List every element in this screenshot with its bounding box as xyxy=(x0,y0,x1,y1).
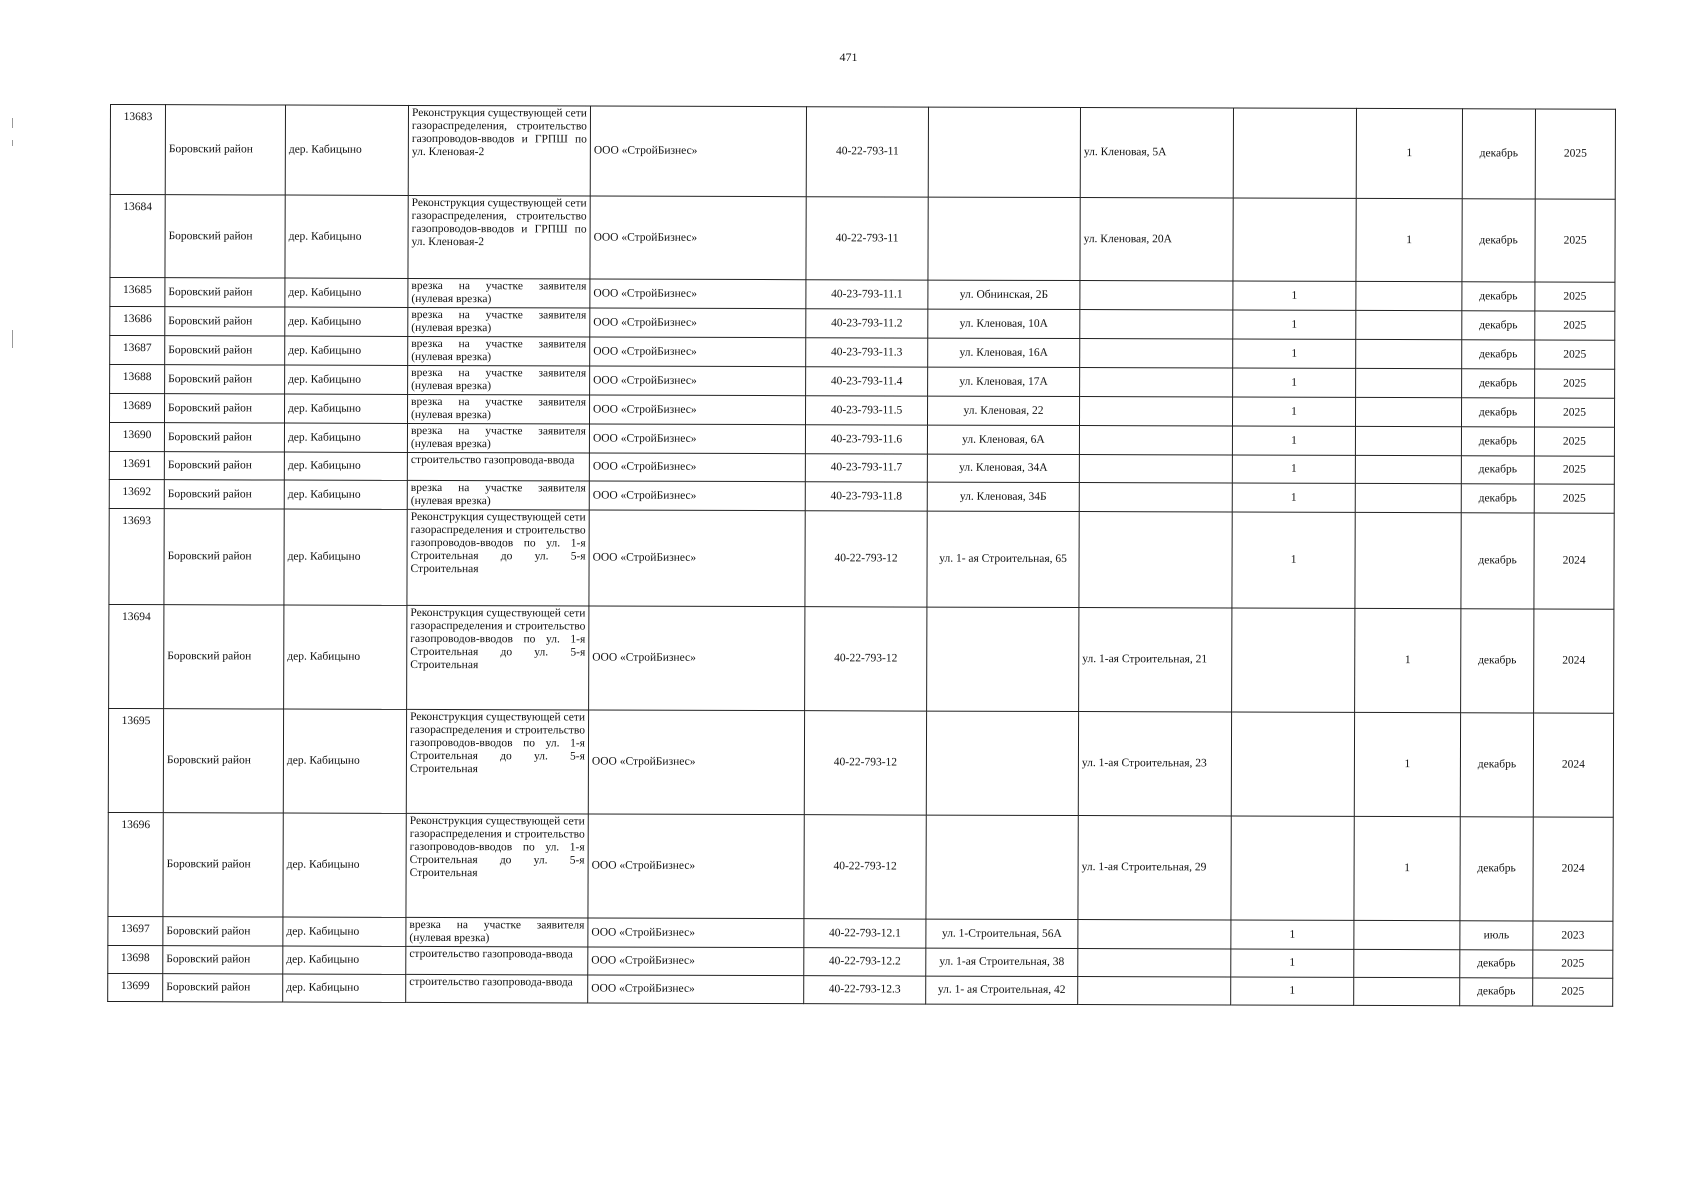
cell-year: 2025 xyxy=(1534,427,1614,456)
cell-count-a xyxy=(1231,816,1354,920)
cell-locality: дер. Кабицыно xyxy=(284,605,407,709)
cell-locality: дер. Кабицыно xyxy=(284,394,407,423)
cell-work-description: Реконструкция существующей сети газораспределения, строительство газопроводов-вводов и ГРПШ по ул. Кленовая-2 xyxy=(408,195,590,279)
cell-address-b xyxy=(1078,949,1231,977)
cell-district: Боровский район xyxy=(165,195,285,278)
cell-id: 13697 xyxy=(108,916,163,945)
page-number: 471 xyxy=(839,50,858,64)
cell-id: 13698 xyxy=(108,945,163,973)
cell-address-b xyxy=(1080,368,1233,397)
cell-address-a: ул. 1- ая Строительная, 42 xyxy=(926,976,1078,1004)
cell-locality: дер. Кабицыно xyxy=(285,105,408,195)
table-row xyxy=(109,604,1614,713)
scan-artifact xyxy=(12,118,13,128)
cell-district: Боровский район xyxy=(163,946,283,974)
cell-month: декабрь xyxy=(1460,950,1533,978)
cell-address-b: ул. 1-ая Строительная, 29 xyxy=(1078,816,1231,920)
cell-count-b xyxy=(1355,483,1461,512)
cell-id: 13688 xyxy=(110,365,165,394)
cell-address-a: ул. Кленовая, 16А xyxy=(928,338,1080,367)
cell-count-a: 1 xyxy=(1232,455,1355,483)
cell-count-b xyxy=(1354,977,1460,1005)
cell-month: декабрь xyxy=(1462,311,1535,340)
cell-year: 2024 xyxy=(1533,817,1613,921)
cell-address-a: ул. Кленовая, 34А xyxy=(927,454,1079,482)
cell-object-code: 40-22-793-12 xyxy=(805,511,927,607)
cell-district: Боровский район xyxy=(165,105,285,195)
cell-month: декабрь xyxy=(1462,340,1535,369)
cell-count-a: 1 xyxy=(1232,397,1355,426)
cell-work-description: строительство газопровода-ввода xyxy=(406,974,588,1003)
cell-company: ООО «СтройБизнес» xyxy=(589,510,805,607)
cell-count-b xyxy=(1356,368,1462,397)
cell-district: Боровский район xyxy=(163,917,283,946)
cell-id: 13694 xyxy=(109,604,164,708)
cell-work-description: Реконструкция существующей сети газораспределения, строительство газопроводов-вводов и ГРПШ по ул. Кленовая-2 xyxy=(408,105,590,196)
table-row xyxy=(110,105,1615,200)
cell-work-description: Реконструкция существующей сети газораспределения и строительство газопроводов-вводов по ул. 1-я Строительная до ул. 5-я Строительная xyxy=(407,509,589,606)
cell-company: ООО «СтройБизнес» xyxy=(589,424,805,454)
cell-object-code: 40-22-793-12.2 xyxy=(804,948,926,976)
cell-count-a xyxy=(1233,108,1356,198)
cell-district: Боровский район xyxy=(163,974,283,1002)
cell-count-b xyxy=(1354,949,1460,977)
cell-year: 2025 xyxy=(1535,340,1615,369)
cell-month: декабрь xyxy=(1461,427,1534,456)
cell-year: 2023 xyxy=(1533,921,1613,950)
cell-company: ООО «СтройБизнес» xyxy=(588,814,804,919)
cell-work-description: строительство газопровода-ввода xyxy=(407,452,589,481)
cell-work-description: врезка на участке заявителя (нулевая врезка) xyxy=(406,917,588,947)
cell-company: ООО «СтройБизнес» xyxy=(589,453,805,482)
cell-month: декабрь xyxy=(1461,484,1534,513)
cell-address-b: ул. 1-ая Строительная, 23 xyxy=(1078,712,1231,816)
cell-count-a: 1 xyxy=(1231,977,1354,1005)
cell-count-b xyxy=(1356,281,1462,310)
cell-count-b: 1 xyxy=(1354,816,1460,920)
cell-id: 13689 xyxy=(109,394,164,423)
cell-company: ООО «СтройБизнес» xyxy=(589,395,805,425)
cell-id: 13695 xyxy=(108,708,163,812)
cell-count-a: 1 xyxy=(1232,512,1355,608)
cell-count-b xyxy=(1356,310,1462,339)
cell-locality: дер. Кабицыно xyxy=(285,336,408,365)
cell-company: ООО «СтройБизнес» xyxy=(590,366,806,396)
cell-locality: дер. Кабицыно xyxy=(283,946,406,974)
cell-count-a: 1 xyxy=(1231,920,1354,949)
cell-work-description: строительство газопровода-ввода xyxy=(406,946,588,975)
cell-month: декабрь xyxy=(1462,199,1535,282)
cell-locality: дер. Кабицыно xyxy=(285,195,408,278)
cell-address-b xyxy=(1078,977,1231,1005)
cell-count-b: 1 xyxy=(1355,608,1461,712)
cell-district: Боровский район xyxy=(164,480,284,509)
cell-locality: дер. Кабицыно xyxy=(285,307,408,336)
cell-work-description: Реконструкция существующей сети газораспределения и строительство газопроводов-вводов по ул. 1-я Строительная до ул. 5-я Строительная xyxy=(406,813,588,918)
cell-company: ООО «СтройБизнес» xyxy=(588,710,804,815)
cell-month: декабрь xyxy=(1462,369,1535,398)
cell-year: 2025 xyxy=(1534,456,1614,484)
cell-month: декабрь xyxy=(1461,513,1534,609)
cell-object-code: 40-22-793-12.1 xyxy=(804,919,926,948)
cell-company: ООО «СтройБизнес» xyxy=(590,106,806,197)
scan-artifact xyxy=(12,330,13,348)
cell-object-code: 40-22-793-11 xyxy=(806,107,928,197)
cell-month: декабрь xyxy=(1461,609,1534,713)
cell-object-code: 40-22-793-12 xyxy=(804,815,926,919)
cell-id: 13686 xyxy=(110,307,165,336)
cell-locality: дер. Кабицыно xyxy=(283,917,406,946)
cell-object-code: 40-23-793-11.7 xyxy=(805,454,927,482)
cell-object-code: 40-22-793-12 xyxy=(805,607,927,711)
cell-district: Боровский район xyxy=(165,365,285,394)
cell-address-a: ул. Обнинская, 2Б xyxy=(928,280,1080,309)
cell-address-a: ул. 1-Строительная, 56А xyxy=(926,919,1078,948)
table-row xyxy=(108,916,1613,950)
cell-locality: дер. Кабицыно xyxy=(285,365,408,394)
cell-district: Боровский район xyxy=(164,452,284,480)
cell-district: Боровский район xyxy=(164,509,284,605)
cell-address-b xyxy=(1079,397,1232,426)
cell-company: ООО «СтройБизнес» xyxy=(589,606,805,711)
cell-count-b xyxy=(1355,512,1461,608)
cell-company: ООО «СтройБизнес» xyxy=(590,279,806,309)
table-row xyxy=(108,708,1613,817)
cell-company: ООО «СтройБизнес» xyxy=(588,947,804,976)
cell-address-b: ул. 1-ая Строительная, 21 xyxy=(1079,608,1232,712)
cell-object-code: 40-22-793-12.3 xyxy=(804,976,926,1004)
cell-id: 13693 xyxy=(109,508,164,604)
cell-address-a: ул. 1-ая Строительная, 38 xyxy=(926,948,1078,976)
cell-address-b: ул. Кленовая, 5А xyxy=(1080,108,1233,198)
cell-count-a: 1 xyxy=(1231,949,1354,977)
cell-object-code: 40-23-793-11.2 xyxy=(806,309,928,338)
cell-year: 2025 xyxy=(1534,484,1614,513)
cell-count-a: 1 xyxy=(1233,339,1356,368)
cell-count-b xyxy=(1356,339,1462,368)
cell-count-b: 1 xyxy=(1356,108,1462,198)
cell-company: ООО «СтройБизнес» xyxy=(590,196,806,280)
cell-month: июль xyxy=(1460,921,1533,950)
cell-count-a: 1 xyxy=(1233,368,1356,397)
cell-count-b xyxy=(1355,455,1461,483)
cell-locality: дер. Кабицыно xyxy=(284,423,407,452)
cell-id: 13683 xyxy=(110,105,165,195)
cell-month: декабрь xyxy=(1461,398,1534,427)
table-row xyxy=(110,195,1615,283)
cell-work-description: врезка на участке заявителя (нулевая врезка) xyxy=(408,365,590,395)
cell-address-b xyxy=(1080,281,1233,310)
cell-month: декабрь xyxy=(1462,282,1535,311)
table-row xyxy=(108,973,1613,1006)
cell-id: 13685 xyxy=(110,278,165,307)
cell-locality: дер. Кабицыно xyxy=(284,480,407,509)
table-row xyxy=(110,307,1615,341)
cell-company: ООО «СтройБизнес» xyxy=(588,918,804,948)
cell-address-a: ул. Кленовая, 34Б xyxy=(927,482,1079,511)
cell-address-a: ул. Кленовая, 17А xyxy=(928,367,1080,396)
cell-address-a: ул. Кленовая, 10А xyxy=(928,309,1080,338)
cell-object-code: 40-23-793-11.3 xyxy=(806,338,928,367)
cell-company: ООО «СтройБизнес» xyxy=(590,337,806,367)
cell-address-a xyxy=(928,107,1080,197)
cell-address-a xyxy=(926,711,1078,815)
cell-object-code: 40-23-793-11.5 xyxy=(805,396,927,425)
cell-id: 13691 xyxy=(109,451,164,479)
cell-company: ООО «СтройБизнес» xyxy=(588,975,804,1004)
cell-object-code: 40-23-793-11.8 xyxy=(805,482,927,511)
cell-address-a: ул. Кленовая, 6А xyxy=(927,425,1079,454)
cell-count-a: 1 xyxy=(1233,310,1356,339)
cell-object-code: 40-22-793-12 xyxy=(804,711,926,815)
objects-table xyxy=(107,104,1616,1007)
cell-count-a xyxy=(1233,198,1356,281)
cell-address-b xyxy=(1080,310,1233,339)
cell-locality: дер. Кабицыно xyxy=(283,709,406,813)
cell-count-b xyxy=(1355,426,1461,455)
cell-work-description: Реконструкция существующей сети газораспределения и строительство газопроводов-вводов по ул. 1-я Строительная до ул. 5-я Строительная xyxy=(406,709,588,814)
cell-address-a xyxy=(928,197,1080,280)
cell-count-b: 1 xyxy=(1356,198,1462,281)
table-row xyxy=(109,394,1614,428)
cell-address-b xyxy=(1078,920,1231,949)
cell-year: 2025 xyxy=(1535,199,1615,282)
cell-locality: дер. Кабицыно xyxy=(284,452,407,480)
cell-id: 13684 xyxy=(110,195,165,278)
cell-work-description: врезка на участке заявителя (нулевая врезка) xyxy=(407,480,589,510)
cell-year: 2025 xyxy=(1535,311,1615,340)
table-body xyxy=(108,105,1616,1007)
cell-address-a: ул. Кленовая, 22 xyxy=(927,396,1079,425)
cell-address-b xyxy=(1080,339,1233,368)
cell-id: 13687 xyxy=(110,336,165,365)
cell-count-a xyxy=(1232,608,1355,712)
cell-district: Боровский район xyxy=(165,278,285,307)
cell-month: декабрь xyxy=(1460,713,1533,817)
cell-id: 13696 xyxy=(108,812,163,916)
cell-locality: дер. Кабицыно xyxy=(283,974,406,1002)
cell-count-a: 1 xyxy=(1232,483,1355,512)
cell-year: 2025 xyxy=(1533,950,1613,978)
cell-work-description: врезка на участке заявителя (нулевая врезка) xyxy=(407,423,589,453)
cell-year: 2025 xyxy=(1534,398,1614,427)
cell-address-b xyxy=(1079,483,1232,512)
cell-district: Боровский район xyxy=(164,423,284,452)
cell-year: 2025 xyxy=(1535,282,1615,311)
cell-object-code: 40-22-793-11 xyxy=(806,197,928,280)
table-row xyxy=(109,479,1614,513)
cell-year: 2024 xyxy=(1533,713,1613,817)
cell-address-b: ул. Кленовая, 20А xyxy=(1080,198,1233,281)
cell-count-b xyxy=(1355,397,1461,426)
cell-address-b xyxy=(1079,455,1232,483)
cell-work-description: врезка на участке заявителя (нулевая врезка) xyxy=(408,307,590,337)
cell-work-description: врезка на участке заявителя (нулевая врезка) xyxy=(408,336,590,366)
cell-count-b: 1 xyxy=(1354,712,1460,816)
cell-id: 13690 xyxy=(109,423,164,452)
cell-locality: дер. Кабицыно xyxy=(283,813,406,917)
cell-year: 2025 xyxy=(1535,369,1615,398)
cell-month: декабрь xyxy=(1461,456,1534,484)
cell-object-code: 40-23-793-11.4 xyxy=(806,367,928,396)
cell-year: 2024 xyxy=(1534,513,1614,609)
cell-locality: дер. Кабицыно xyxy=(284,509,407,605)
cell-district: Боровский район xyxy=(164,605,284,709)
cell-address-a xyxy=(927,607,1079,711)
cell-id: 13692 xyxy=(109,479,164,508)
cell-district: Боровский район xyxy=(163,709,283,813)
scan-artifact xyxy=(12,140,13,146)
cell-address-a xyxy=(926,815,1078,919)
cell-address-b xyxy=(1079,426,1232,455)
cell-district: Боровский район xyxy=(163,813,283,917)
cell-month: декабрь xyxy=(1462,109,1535,199)
cell-company: ООО «СтройБизнес» xyxy=(590,308,806,338)
cell-count-a: 1 xyxy=(1233,281,1356,310)
table-row xyxy=(110,365,1615,399)
table-row xyxy=(109,508,1614,609)
cell-count-a xyxy=(1231,712,1354,816)
table-row xyxy=(110,278,1615,312)
cell-month: декабрь xyxy=(1460,817,1533,921)
cell-district: Боровский район xyxy=(165,307,285,336)
cell-locality: дер. Кабицыно xyxy=(285,278,408,307)
cell-month: декабрь xyxy=(1460,978,1533,1006)
table-row xyxy=(108,812,1613,921)
cell-work-description: Реконструкция существующей сети газораспределения и строительство газопроводов-вводов по ул. 1-я Строительная до ул. 5-я Строительная xyxy=(407,605,589,710)
cell-work-description: врезка на участке заявителя (нулевая врезка) xyxy=(408,278,590,308)
cell-district: Боровский район xyxy=(164,394,284,423)
cell-company: ООО «СтройБизнес» xyxy=(589,481,805,511)
table-row xyxy=(110,336,1615,370)
cell-count-b xyxy=(1354,920,1460,949)
table-row xyxy=(109,423,1614,457)
cell-year: 2025 xyxy=(1533,978,1613,1006)
cell-year: 2024 xyxy=(1534,609,1614,713)
cell-work-description: врезка на участке заявителя (нулевая врезка) xyxy=(407,394,589,424)
cell-address-a: ул. 1- ая Строительная, 65 xyxy=(927,511,1079,607)
cell-id: 13699 xyxy=(108,973,163,1001)
cell-year: 2025 xyxy=(1535,109,1615,199)
cell-object-code: 40-23-793-11.1 xyxy=(806,280,928,309)
cell-district: Боровский район xyxy=(165,336,285,365)
cell-count-a: 1 xyxy=(1232,426,1355,455)
cell-object-code: 40-23-793-11.6 xyxy=(805,425,927,454)
cell-address-b xyxy=(1079,512,1232,608)
